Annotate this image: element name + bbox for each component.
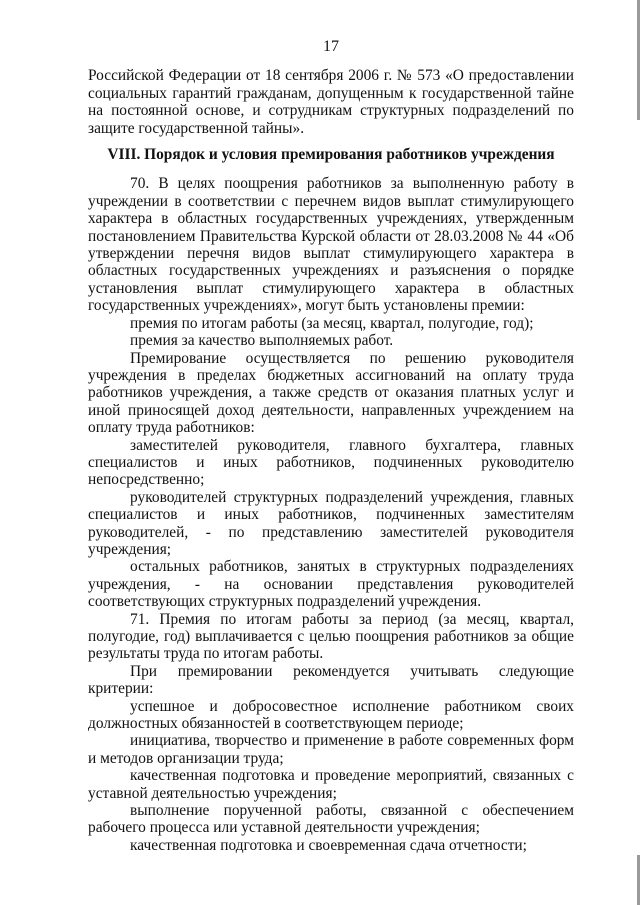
list-item: руководителей структурных подразделений учреждения, главных специалистов и иных работников, подчиненных заместителям руководителей, - по представлению заместителей руководителя учреждения; [88, 488, 574, 558]
list-item: качественная подготовка и своевременная сдача отчетности; [130, 836, 527, 854]
list-item: успешное и добросовестное исполнение работником своих должностных обязанностей в соответствующем периоде; [88, 697, 574, 733]
paragraph: 70. В целях поощрения работников за выполненную работу в учреждении в соответствии с перечнем видов выплат стимулирующего характера в областных государственных учреждениях, утвержденным постановлением Правительства Курской области от 28.03.2008 № 44 «Об утверждении перечня видов выплат стимулирующего характера в областных государственных учреждениях и разъяснения о порядке установления выплат стимулирующего характера в областных государственных учреждениях», могут быть установлены премии: [88, 175, 574, 315]
list-item: премия по итогам работы (за месяц, квартал, полугодие, год); [130, 314, 534, 332]
document-body [88, 38, 574, 854]
list-item: остальных работников, занятых в структурных подразделениях учреждения, - на основании представления руководителей соответствующих структурных подразделений учреждения. [88, 558, 574, 611]
section-heading: VIII. Порядок и условия премирования работников учреждения [107, 146, 555, 164]
list-item: инициатива, творчество и применение в работе современных форм и методов организации труда; [88, 732, 574, 767]
list-item: качественная подготовка и проведение мероприятий, связанных с уставной деятельностью учреждения; [88, 767, 574, 802]
list-item: выполнение порученной работы, связанной с обеспечением рабочего процесса или уставной деятельности учреждения; [88, 802, 574, 837]
page-number: 17 [323, 38, 339, 55]
paragraph: Премирование осуществляется по решению руководителя учреждения в пределах бюджетных ассигнований на оплату труда работников учреждения, а также средств от оказания платных услуг и иной приносящей доход деятельности, направленных учреждением на оплату труда работников: [88, 349, 574, 437]
paragraph: При премировании рекомендуется учитывать следующие критерии: [88, 662, 574, 698]
list-item: заместителей руководителя, главного бухгалтера, главных специалистов и иных работников, подчиненных руководителю непосредственно; [88, 436, 574, 489]
paragraph: Российской Федерации от 18 сентября 2006 г. № 573 «О предоставлении социальных гарантий гражданам, допущенным к государственной тайне на постоянной основе, и сотрудникам структурных подразделений по защите государственной тайны». [88, 67, 574, 137]
list-item: премия за качество выполняемых работ. [130, 332, 394, 350]
paragraph: 71. Премия по итогам работы за период (за месяц, квартал, полугодие, год) выплачивается с целью поощрения работников за общие результаты труда по итогам работы. [88, 610, 574, 663]
